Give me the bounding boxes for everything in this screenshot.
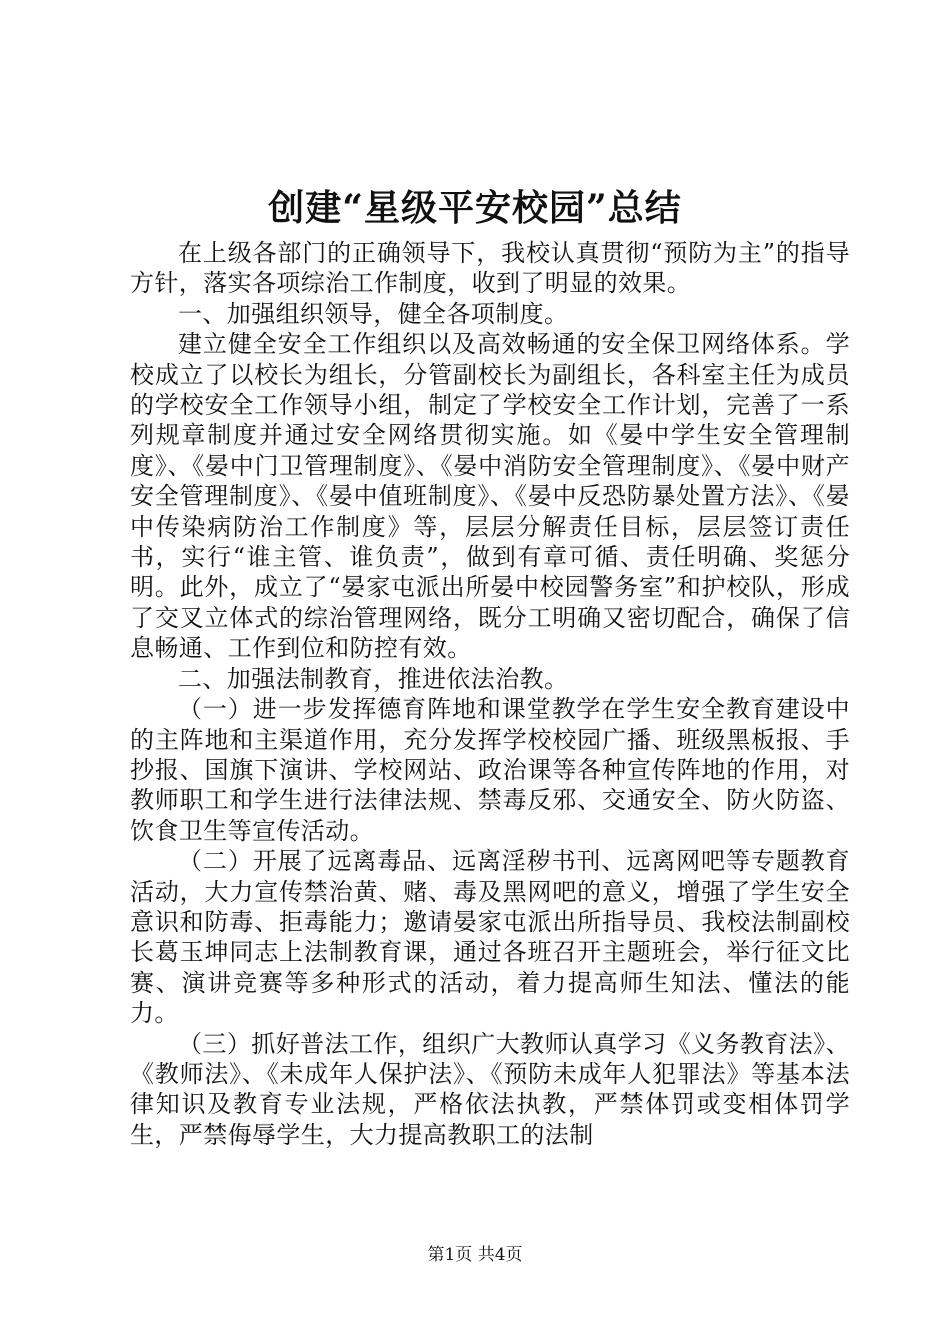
paragraph-item-1: （一）进一步发挥德育阵地和课堂教学在学生安全教育建设中的主阵地和主渠道作用，充分发挥学校校园广播、班级黑板报、手抄报、国旗下演讲、学校网站、政治课等各种宣传阵地的作用，对教师职工和学生进行法律法规、禁毒反邪、交通安全、防火防盗、饮食卫生等宣传活动。 — [130, 695, 850, 845]
section-heading-1: 一、加强组织领导，健全各项制度。 — [178, 299, 569, 328]
paragraph-intro: 在上级各部门的正确领导下，我校认真贯彻“预防为主”的指导方针，落实各项综治工作制度，收到了明显的效果。 — [130, 239, 850, 298]
document-title: 创建“星级平安校园”总结 — [268, 187, 682, 229]
document-body — [130, 238, 850, 1150]
paragraph-organization: 建立健全安全工作组织以及高效畅通的安全保卫网络体系。学校成立了以校长为组长，分管副校长为副组长，各科室主任为成员的学校安全工作领导小组，制定了学校安全工作计划，完善了一系列规章制度并通过安全网络贯彻实施。如《晏中学生安全管理制度》、《晏中门卫管理制度》、《晏中消防安全管理制度》、《晏中财产安全管理制度》、《晏中值班制度》、《晏中反恐防暴处置方法》、《晏中传染病防治工作制度》等，层层分解责任目标，层层签订责任书，实行“谁主管、谁负责”，做到有章可循、责任明确、奖惩分明。此外，成立了“晏家屯派出所晏中校园警务室”和护校队，形成了交叉立体式的综治管理网络，既分工明确又密切配合，确保了信息畅通、工作到位和防控有效。 — [130, 330, 850, 663]
page-number-footer: 第1页 共4页 — [427, 1245, 523, 1265]
paragraph-item-3: （三）抓好普法工作，组织广大教师认真学习《义务教育法》、《教师法》、《未成年人保护法》、《预防未成年人犯罪法》等基本法律知识及教育专业法规，严格依法执教，严禁体罚或变相体罚学生，严禁侮辱学生，大力提高教职工的法制 — [130, 1029, 850, 1149]
paragraph-item-2: （二）开展了远离毒品、远离淫秽书刊、远离网吧等专题教育活动，大力宣传禁治黄、赌、毒及黑网吧的意义，增强了学生安全意识和防毒、拒毒能力；邀请晏家屯派出所指导员、我校法制副校长葛玉坤同志上法制教育课，通过各班召开主题班会，举行征文比赛、演讲竞赛等多种形式的活动，着力提高师生知法、懂法的能力。 — [130, 847, 850, 1028]
section-heading-2: 二、加强法制教育，推进依法治教。 — [178, 664, 569, 693]
